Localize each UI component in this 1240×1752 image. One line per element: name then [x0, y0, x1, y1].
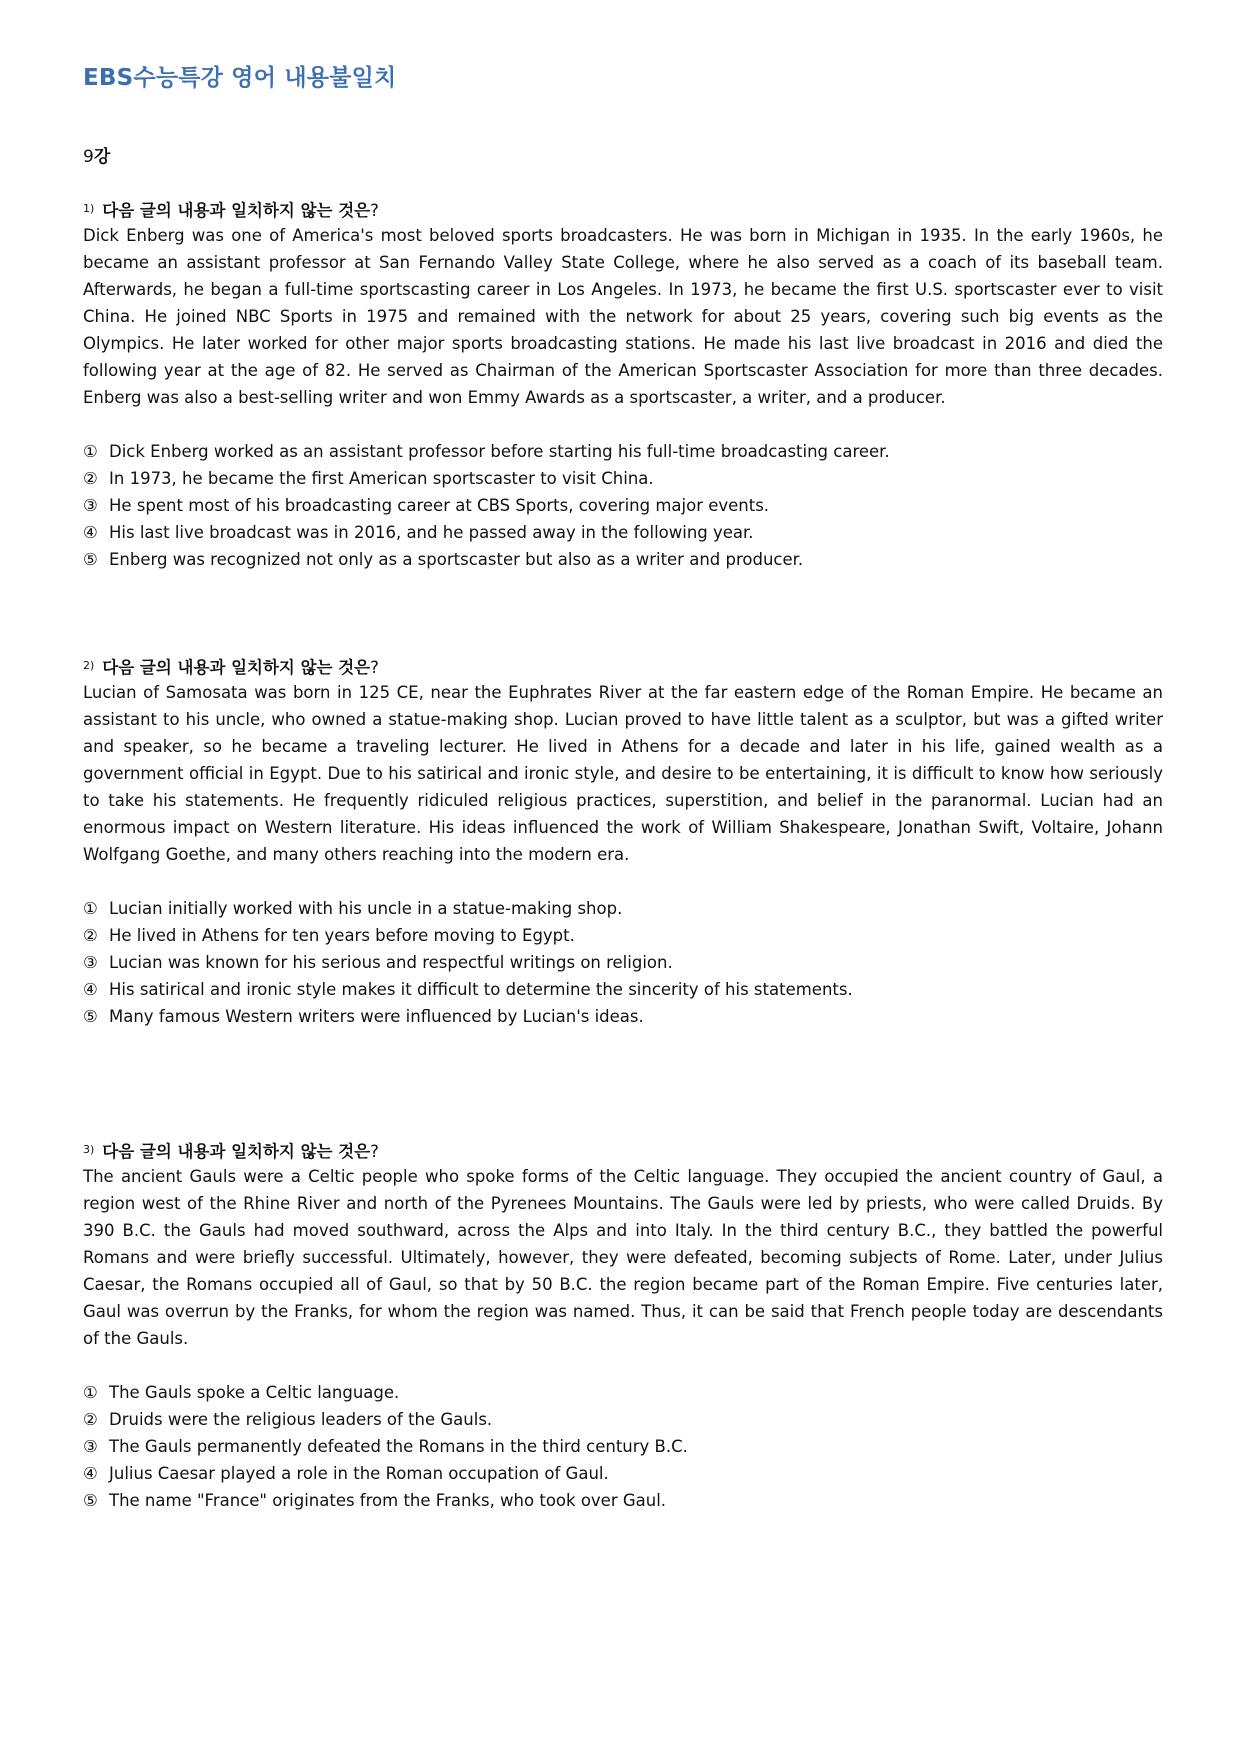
choice-marker: ⑤	[83, 550, 98, 569]
choice-marker: ⑤	[83, 1491, 98, 1510]
page-title: EBS수능특강 영어 내용불일치	[83, 65, 397, 91]
question-number: 1)	[83, 202, 95, 215]
choice-marker: ④	[83, 1464, 98, 1483]
choice-text: Enberg was recognized not only as a sportscaster but also as a writer and producer.	[109, 550, 804, 569]
answer-choice	[83, 1460, 1163, 1487]
question-number: 2)	[83, 659, 95, 672]
answer-choice	[83, 1003, 1163, 1030]
answer-choices	[83, 438, 1163, 573]
choice-text: The Gauls spoke a Celtic language.	[109, 1383, 400, 1402]
lesson-label: 강	[93, 147, 111, 167]
question-prompt: 다음 글의 내용과 일치하지 않는 것은	[102, 201, 371, 220]
choice-text: Druids were the religious leaders of the Gauls.	[109, 1410, 493, 1429]
choice-marker: ③	[83, 496, 98, 515]
question-mark: ?	[370, 1142, 379, 1161]
choice-text: Dick Enberg worked as an assistant professor before starting his full-time broadcasting career.	[109, 442, 890, 461]
question-passage: The ancient Gauls were a Celtic people who spoke forms of the Celtic language. They occupied the ancient country of Gaul, a region west of the Rhine River and north of the Pyrenees Mountains. The Gauls were led by priests, who were called Druids. By 390 B.C. the Gauls had moved southward, across the Alps and into Italy. In the third century B.C., they battled the powerful Romans and were briefly successful. Ultimately, however, they were defeated, becoming subjects of Rome. Later, under Julius Caesar, the Romans occupied all of Gaul, so that by 50 B.C. the region became part of the Roman Empire. Five centuries later, Gaul was overrun by the Franks, for whom the region was named. Thus, it can be said that French people today are descendants of the Gauls.	[83, 1167, 1163, 1348]
answer-choice	[83, 922, 1163, 949]
choice-marker: ④	[83, 980, 98, 999]
question-number: 3)	[83, 1143, 95, 1156]
choice-marker: ①	[83, 442, 98, 461]
question-header	[83, 652, 1163, 679]
question-header	[83, 195, 1163, 222]
question-passage: Dick Enberg was one of America's most beloved sports broadcasters. He was born in Michigan in 1935. In the early 1960s, he became an assistant professor at San Fernando Valley State College, where he also served as a coach of its baseball team. Afterwards, he began a full-time sportscasting career in Los Angeles. In 1973, he became the first U.S. sportscaster ever to visit China. He joined NBC Sports in 1975 and remained with the network for about 25 years, covering such big events as the Olympics. He later worked for other major sports broadcasting stations. He made his last live broadcast in 2016 and died the following year at the age of 82. He served as Chairman of the American Sportscaster Association for more than three decades. Enberg was also a best-selling writer and won Emmy Awards as a sportscaster, a writer, and a producer.	[83, 226, 1163, 407]
answer-choice	[83, 438, 1163, 465]
choice-text: His last live broadcast was in 2016, and he passed away in the following year.	[109, 523, 754, 542]
question-3	[83, 1136, 1163, 1514]
question-2	[83, 652, 1163, 1030]
choice-text: Lucian initially worked with his uncle in a statue-making shop.	[109, 899, 623, 918]
answer-choice	[83, 465, 1163, 492]
choice-text: The Gauls permanently defeated the Romans in the third century B.C.	[109, 1437, 688, 1456]
choice-text: Julius Caesar played a role in the Roman occupation of Gaul.	[109, 1464, 609, 1483]
choice-marker: ②	[83, 1410, 98, 1429]
answer-choices	[83, 895, 1163, 1030]
question-mark: ?	[370, 201, 379, 220]
answer-choice	[83, 1487, 1163, 1514]
choice-text: He spent most of his broadcasting career at CBS Sports, covering major events.	[109, 496, 770, 515]
answer-choice	[83, 519, 1163, 546]
choice-marker: ④	[83, 523, 98, 542]
question-header	[83, 1136, 1163, 1163]
choice-marker: ①	[83, 1383, 98, 1402]
answer-choices	[83, 1379, 1163, 1514]
answer-choice	[83, 1406, 1163, 1433]
document-page	[83, 58, 1163, 1510]
answer-choice	[83, 1433, 1163, 1460]
question-prompt: 다음 글의 내용과 일치하지 않는 것은	[102, 658, 371, 677]
answer-choice	[83, 1379, 1163, 1406]
lesson-heading	[83, 145, 1163, 169]
lesson-number: 9	[83, 147, 94, 167]
choice-marker: ②	[83, 469, 98, 488]
question-passage: Lucian of Samosata was born in 125 CE, near the Euphrates River at the far eastern edge of the Roman Empire. He became an assistant to his uncle, who owned a statue-making shop. Lucian proved to have little talent as a sculptor, but was a gifted writer and speaker, so he became a traveling lecturer. He lived in Athens for a decade and later in his life, gained wealth as a government official in Egypt. Due to his satirical and ironic style, and desire to be entertaining, it is difficult to know how seriously to take his statements. He frequently ridiculed religious practices, superstition, and belief in the paranormal. Lucian had an enormous impact on Western literature. His ideas influenced the work of William Shakespeare, Jonathan Swift, Voltaire, Johann Wolfgang Goethe, and many others reaching into the modern era.	[83, 683, 1163, 864]
choice-text: Lucian was known for his serious and respectful writings on religion.	[109, 953, 673, 972]
choice-text: His satirical and ironic style makes it difficult to determine the sincerity of his statements.	[109, 980, 853, 999]
question-prompt: 다음 글의 내용과 일치하지 않는 것은	[102, 1142, 371, 1161]
choice-text: He lived in Athens for ten years before moving to Egypt.	[109, 926, 575, 945]
choice-marker: ③	[83, 1437, 98, 1456]
choice-marker: ③	[83, 953, 98, 972]
question-1	[83, 195, 1163, 573]
answer-choice	[83, 895, 1163, 922]
choice-marker: ②	[83, 926, 98, 945]
answer-choice	[83, 492, 1163, 519]
choice-marker: ①	[83, 899, 98, 918]
answer-choice	[83, 546, 1163, 573]
choice-text: Many famous Western writers were influenced by Lucian's ideas.	[109, 1007, 644, 1026]
choice-text: In 1973, he became the first American sportscaster to visit China.	[109, 469, 654, 488]
answer-choice	[83, 949, 1163, 976]
question-mark: ?	[370, 658, 379, 677]
choice-text: The name "France" originates from the Franks, who took over Gaul.	[109, 1491, 667, 1510]
answer-choice	[83, 976, 1163, 1003]
choice-marker: ⑤	[83, 1007, 98, 1026]
